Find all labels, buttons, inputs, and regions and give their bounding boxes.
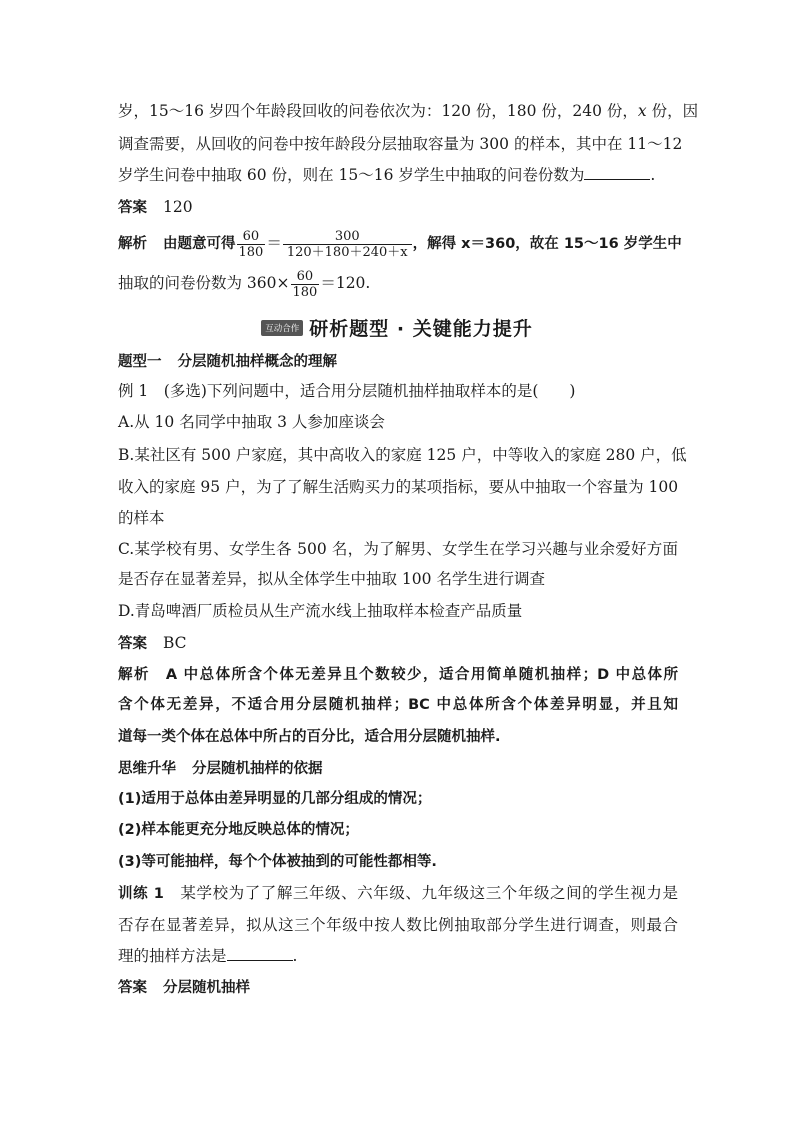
option-c-line-2: 是否存在显著差异，拟从全体学生中抽取 100 名学生进行调查 [118,570,545,588]
topic-heading: 题型一 分层随机抽样概念的理解 [118,354,337,370]
training-line-2: 否存在显著差异，拟从这三个年级中按人数比例抽取部分学生进行调查，则最合 [118,916,678,934]
section-title: 研析题型 · 关键能力提升 [309,318,533,340]
option-a: A.从 10 名同学中抽取 3 人参加座谈会 [118,413,385,431]
training-line-3: 理的抽样方法是 . [118,947,298,965]
thinking-heading: 思维升华 分层随机抽样的依据 [118,761,323,777]
answer-1: 答案 BC [118,634,187,652]
example-stem: 例 1 (多选)下列问题中，适合用分层随机抽样抽取样本的是( ) [118,382,576,400]
answer-2: 答案 分层随机抽样 [118,980,250,996]
intro-line-1: 岁，15～16 岁四个年龄段回收的问卷依次为：120 份，180 份，240 份，x 份，因 [118,102,699,120]
option-b-line-1: B.某社区有 500 户家庭，其中高收入的家庭 125 户，中等收入的家庭 280 户，低 [118,446,687,464]
thinking-item-1: (1)适用于总体由差异明显的几部分组成的情况； [118,791,432,807]
option-d: D.青岛啤酒厂质检员从生产流水线上抽取样本检查产品质量 [118,602,523,620]
option-b-line-3: 的样本 [118,509,165,527]
intro-line-3: 岁学生问卷中抽取 60 份，则在 15～16 岁学生中抽取的问卷份数为 . [118,166,656,184]
fraction: $\frac{60}{180}$ [238,228,264,260]
option-c-line-1: C.某学校有男、女学生各 500 名，为了解男、女学生在学习兴趣与业余爱好方面 [118,540,678,558]
section-badge: 互动合作 [261,320,303,336]
answer-blank [227,946,293,961]
analysis-0-line-2: 抽取的问卷份数为 360× $\frac{60}{180}$ ＝120. [118,268,371,300]
training-line-1: 训练 1 某学校为了了解三年级、六年级、九年级这三个年级之间的学生视力是 [118,884,678,902]
analysis-1-line-1: 解析 A 中总体所含个体无差异且个数较少，适合用简单随机抽样；D 中总体所 [118,667,678,683]
fraction: $\frac{60}{180}$ [292,268,318,300]
section-header [0,314,794,341]
option-b-line-2: 收入的家庭 95 户，为了了解生活购买力的某项指标，要从中抽取一个容量为 100 [118,478,679,496]
analysis-1-line-2: 含个体无差异，不适合用分层随机抽样；BC 中总体所含个体差异明显，并且知 [118,697,678,713]
analysis-1-line-3: 道每一类个体在总体中所占的百分比，适合用分层随机抽样. [118,729,501,745]
fraction: $\frac{300}{120+180+240+x}$ [283,229,412,260]
thinking-item-3: (3)等可能抽样，每个个体被抽到的可能性都相等. [118,854,437,870]
answer-blank [584,165,650,180]
analysis-0-line-1: 解析 由题意可得 $\frac{60}{180}$ ＝ $\frac{300}{120+180+240+x}$ ，解得 x＝360，故在 15～16 岁学生中 [118,228,682,260]
intro-line-2: 调查需要，从回收的问卷中按年龄段分层抽取容量为 300 的样本，其中在 11～12 [118,135,683,153]
answer-0: 答案 120 [118,198,193,216]
thinking-item-2: (2)样本能更充分地反映总体的情况； [118,822,359,838]
